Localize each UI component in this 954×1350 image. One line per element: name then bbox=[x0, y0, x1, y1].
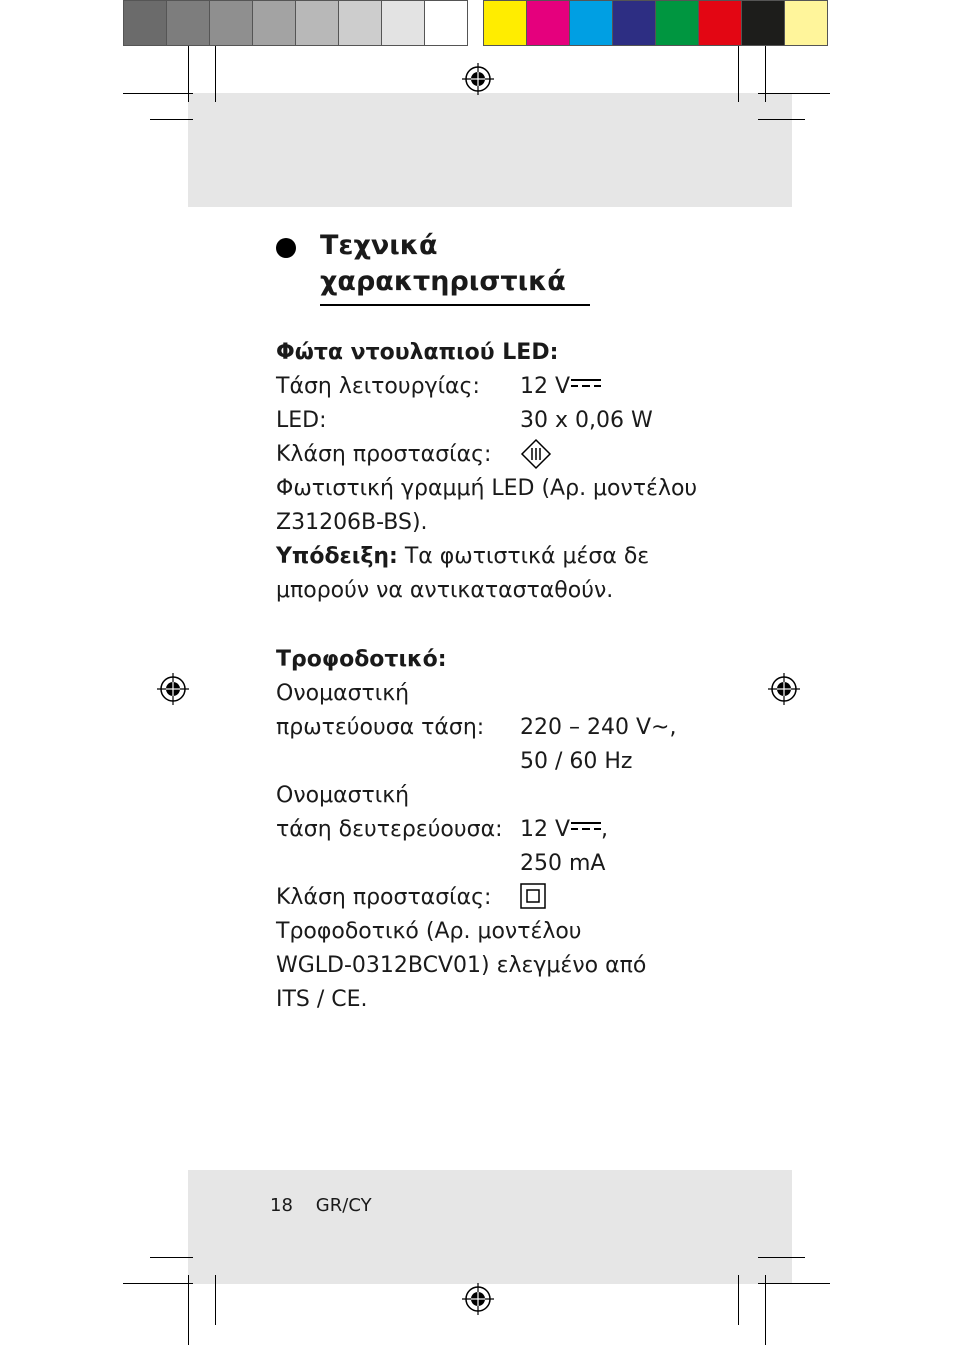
gray-swatch bbox=[209, 0, 253, 46]
secondary-value: 12 V bbox=[520, 817, 571, 842]
gray-swatch bbox=[424, 0, 468, 46]
bullet-icon bbox=[276, 238, 296, 258]
page-footer bbox=[270, 1194, 372, 1218]
primary-label-line-2: πρωτεύουσα τάση: bbox=[276, 715, 485, 740]
note-line-2: μπορούν να αντικατασταθούν. bbox=[276, 578, 614, 603]
color-swatch bbox=[698, 0, 742, 46]
led-protection-label: Κλάση προστασίας: bbox=[276, 442, 492, 467]
secondary-label-line-1: Ονομαστική bbox=[276, 783, 410, 808]
registration-mark-left-icon bbox=[156, 672, 190, 706]
protection-class-ii-icon bbox=[520, 883, 546, 909]
gray-swatch bbox=[381, 0, 425, 46]
page-title bbox=[320, 228, 590, 306]
gray-swatch bbox=[252, 0, 296, 46]
secondary-value-row bbox=[520, 813, 608, 847]
title-line-1: Τεχνικά bbox=[320, 230, 438, 261]
psu-model-line-2: WGLD-0312BCV01) ελεγμένο από bbox=[276, 953, 647, 978]
footer-band bbox=[188, 1170, 792, 1284]
primary-label-line-1: Ονομαστική bbox=[276, 681, 410, 706]
psu-model-line-1: Τροφοδοτικό (Αρ. μοντέλου bbox=[276, 919, 582, 944]
gray-swatch bbox=[166, 0, 210, 46]
note-text-1: Τα φωτιστικά μέσα δε bbox=[397, 544, 650, 569]
voltage-value: 12 V bbox=[520, 374, 571, 399]
language-code: GR/CY bbox=[315, 1195, 372, 1216]
header-band bbox=[188, 93, 792, 207]
color-swatch bbox=[741, 0, 785, 46]
psu-model-line-3: ITS / CE. bbox=[276, 987, 368, 1012]
led-label: LED: bbox=[276, 408, 327, 433]
voltage-value-row bbox=[520, 370, 601, 404]
dc-current-icon bbox=[571, 820, 601, 832]
led-value: 30 x 0,06 W bbox=[520, 408, 653, 433]
color-swatch bbox=[612, 0, 656, 46]
gray-swatch bbox=[338, 0, 382, 46]
protection-class-iii-icon bbox=[520, 438, 552, 470]
secondary-label-line-2: τάση δευτερεύουσα: bbox=[276, 817, 503, 842]
registration-mark-right-icon bbox=[767, 672, 801, 706]
color-calibration-strip bbox=[123, 0, 830, 46]
voltage-label: Τάση λειτουργίας: bbox=[276, 374, 480, 399]
dc-current-icon bbox=[571, 377, 601, 389]
gray-swatch bbox=[123, 0, 167, 46]
led-section-title: Φώτα ντουλαπιού LED: bbox=[276, 340, 559, 365]
title-line-2: χαρακτηριστικά bbox=[320, 266, 566, 297]
led-strip-line-1: Φωτιστική γραμμή LED (Αρ. μοντέλου bbox=[276, 476, 698, 501]
note-label: Υπόδειξη: bbox=[276, 544, 398, 569]
color-swatch bbox=[526, 0, 570, 46]
primary-value-line-2: 50 / 60 Hz bbox=[520, 749, 633, 774]
secondary-current-value: 250 mA bbox=[520, 851, 606, 876]
note-line-1 bbox=[276, 540, 649, 574]
color-swatch bbox=[569, 0, 613, 46]
gray-swatch bbox=[295, 0, 339, 46]
psu-section-title: Τροφοδοτικό: bbox=[276, 647, 447, 672]
secondary-value-suffix: , bbox=[601, 817, 609, 842]
primary-value-line-1: 220 – 240 V~, bbox=[520, 715, 677, 740]
led-strip-line-2: Z31206B-BS). bbox=[276, 510, 428, 535]
registration-mark-bottom-icon bbox=[461, 1282, 495, 1316]
registration-mark-top-icon bbox=[461, 62, 495, 96]
color-swatch bbox=[784, 0, 828, 46]
color-swatch bbox=[483, 0, 527, 46]
page-number: 18 bbox=[270, 1195, 293, 1216]
color-swatch bbox=[655, 0, 699, 46]
psu-protection-label: Κλάση προστασίας: bbox=[276, 885, 492, 910]
